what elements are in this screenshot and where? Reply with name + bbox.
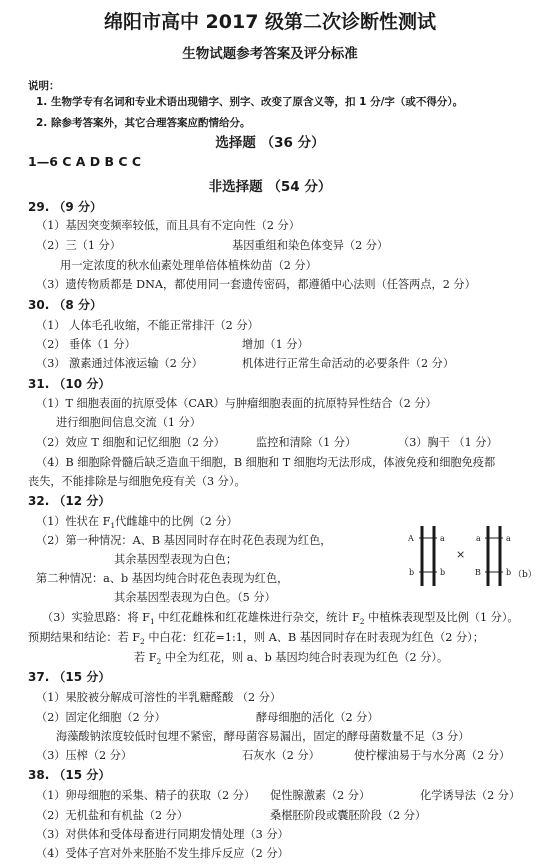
answer-line: （4）B 细胞除骨髓后缺乏造血干细胞，B 细胞和 T 细胞均无法形成，体液免疫和细胞免疫都	[36, 456, 496, 469]
answer-line: 石灰水（2 分）	[242, 749, 320, 762]
answer-line: 酵母细胞的活化（2 分）	[256, 711, 379, 724]
answer-line: 海藻酸钠浓度较低时包埋不紧密，酵母菌容易漏出，固定的酵母菌数量不足（3 分）	[56, 730, 470, 743]
allele-label: A	[408, 534, 414, 543]
allele-label: a	[476, 534, 481, 543]
answer-line: 基因重组和染色体变异（2 分）	[232, 239, 389, 252]
answer-line: 其余基因型表现为白色；	[114, 553, 238, 566]
answer-line: （1）性状在 $F_1$代雌雄中的比例（2 分）	[36, 515, 238, 531]
cross-symbol: ×	[456, 548, 466, 561]
answer-line: 用一定浓度的秋水仙素处理单倍体植株幼苗（2 分）	[60, 259, 317, 272]
question-30-heading: 30. （8 分）	[28, 298, 102, 312]
question-32-heading: 32. （12 分）	[28, 494, 111, 508]
answer-line: 使柠檬油易于与水分离（2 分）	[354, 749, 511, 762]
answer-line: （1）果胶被分解成可溶性的半乳糖醛酸 （2 分）	[36, 691, 282, 704]
answer-line: （3） 激素通过体液运输（2 分）	[36, 357, 203, 370]
note-line: 2. 除参考答案外，其它合理答案应酌情给分。	[36, 117, 251, 129]
question-38-heading: 38. （15 分）	[28, 768, 111, 782]
answer-line: （2）三（1 分）	[36, 239, 121, 252]
nonchoice-heading: 非选择题 （54 分）	[208, 179, 332, 195]
genotype-cross-diagram	[400, 520, 540, 592]
answer-line: （3）对供体和受体母畜进行同期发情处理（3 分）	[36, 828, 289, 841]
answer-line: （3）遗传物质都是 DNA，都使用同一套遗传密码，都遵循中心法则（任答两点，2 分）	[36, 278, 476, 291]
answer-line: （1）卵母细胞的采集、精子的获取（2 分）	[36, 789, 256, 802]
answer-line: 若 $F_2$ 中全为红花，则 a、b 基因均纯合时表现为红色（2 分）。	[134, 651, 449, 667]
page-title: 绵阳市高中 2017 级第二次诊断性测试	[103, 11, 437, 33]
answer-line: 增加（1 分）	[242, 338, 309, 351]
answer-line: （2）效应 T 细胞和记忆细胞（2 分）	[36, 436, 225, 449]
answer-line: （2）无机盐和有机盐（2 分）	[36, 809, 189, 822]
diagram-label: （b）	[513, 570, 537, 580]
answer-line: （3）压榨（2 分）	[36, 749, 133, 762]
answer-line: （3）实验思路：将 $F_1$ 中红花雌株和红花雄株进行杂交，统计 $F_2$ 中植株表现型及比例（1 分）。	[42, 611, 519, 627]
allele-label: b	[440, 568, 446, 577]
allele-label: B	[475, 568, 481, 577]
answer-line: 其余基因型表现为白色。（5 分）	[114, 591, 276, 604]
question-29-heading: 29. （9 分）	[28, 200, 102, 214]
question-37-heading: 37. （15 分）	[28, 670, 111, 684]
answer-line: （2）第一种情况：A、B 基因同时存在时花色表现为红色，	[36, 534, 332, 547]
page-subtitle: 生物试题参考答案及评分标准	[182, 46, 358, 62]
answer-line: （2） 垂体（1 分）	[36, 338, 136, 351]
answer-line: （1）基因突变频率较低，而且具有不定向性（2 分）	[36, 219, 300, 232]
answer-line: （1） 人体毛孔收缩，不能正常排汗（2 分）	[36, 319, 259, 332]
answer-line: 预期结果和结论：若 $F_2$ 中白花：红花=1:1，则 A、B 基因同时存在时表现为红色（2 分）；	[28, 631, 484, 647]
answer-line: （2）固定化细胞（2 分）	[36, 711, 166, 724]
choice-heading: 选择题 （36 分）	[215, 135, 325, 151]
allele-label: a	[440, 534, 445, 543]
answer-line: 丧失，不能排除是与细胞免疫有关（3 分）。	[28, 475, 246, 488]
answer-line: 进行细胞间信息交流（1 分）	[56, 416, 201, 429]
question-31-heading: 31. （10 分）	[28, 377, 111, 391]
answer-line: 桑椹胚阶段或囊胚阶段（2 分）	[270, 809, 427, 822]
answer-line: 化学诱导法（2 分）	[420, 789, 521, 802]
allele-label: a	[506, 534, 511, 543]
allele-label: b	[409, 568, 415, 577]
answer-line: 第二种情况：a、b 基因均纯合时花色表现为红色，	[36, 572, 289, 585]
answer-line: 监控和清除（1 分）	[256, 436, 357, 449]
answer-line: （1）T 细胞表面的抗原受体（CAR）与肿瘤细胞表面的抗原特异性结合（2 分）	[36, 397, 437, 410]
answer-line: 机体进行正常生命活动的必要条件（2 分）	[242, 357, 455, 370]
choice-answers: 1—6 C A D B C C	[28, 154, 142, 169]
answer-line: 促性腺激素（2 分）	[270, 789, 371, 802]
answer-line: （3）胸干 （1 分）	[398, 436, 498, 449]
allele-label: b	[506, 568, 512, 577]
note-line: 1. 生物学专有名词和专业术语出现错字、别字、改变了原含义等，扣 1 分/字（或不得分）。	[36, 96, 464, 108]
notes-label: 说明：	[28, 80, 60, 92]
answer-line: （4）受体子宫对外来胚胎不发生排斥反应（2 分）	[36, 847, 289, 860]
